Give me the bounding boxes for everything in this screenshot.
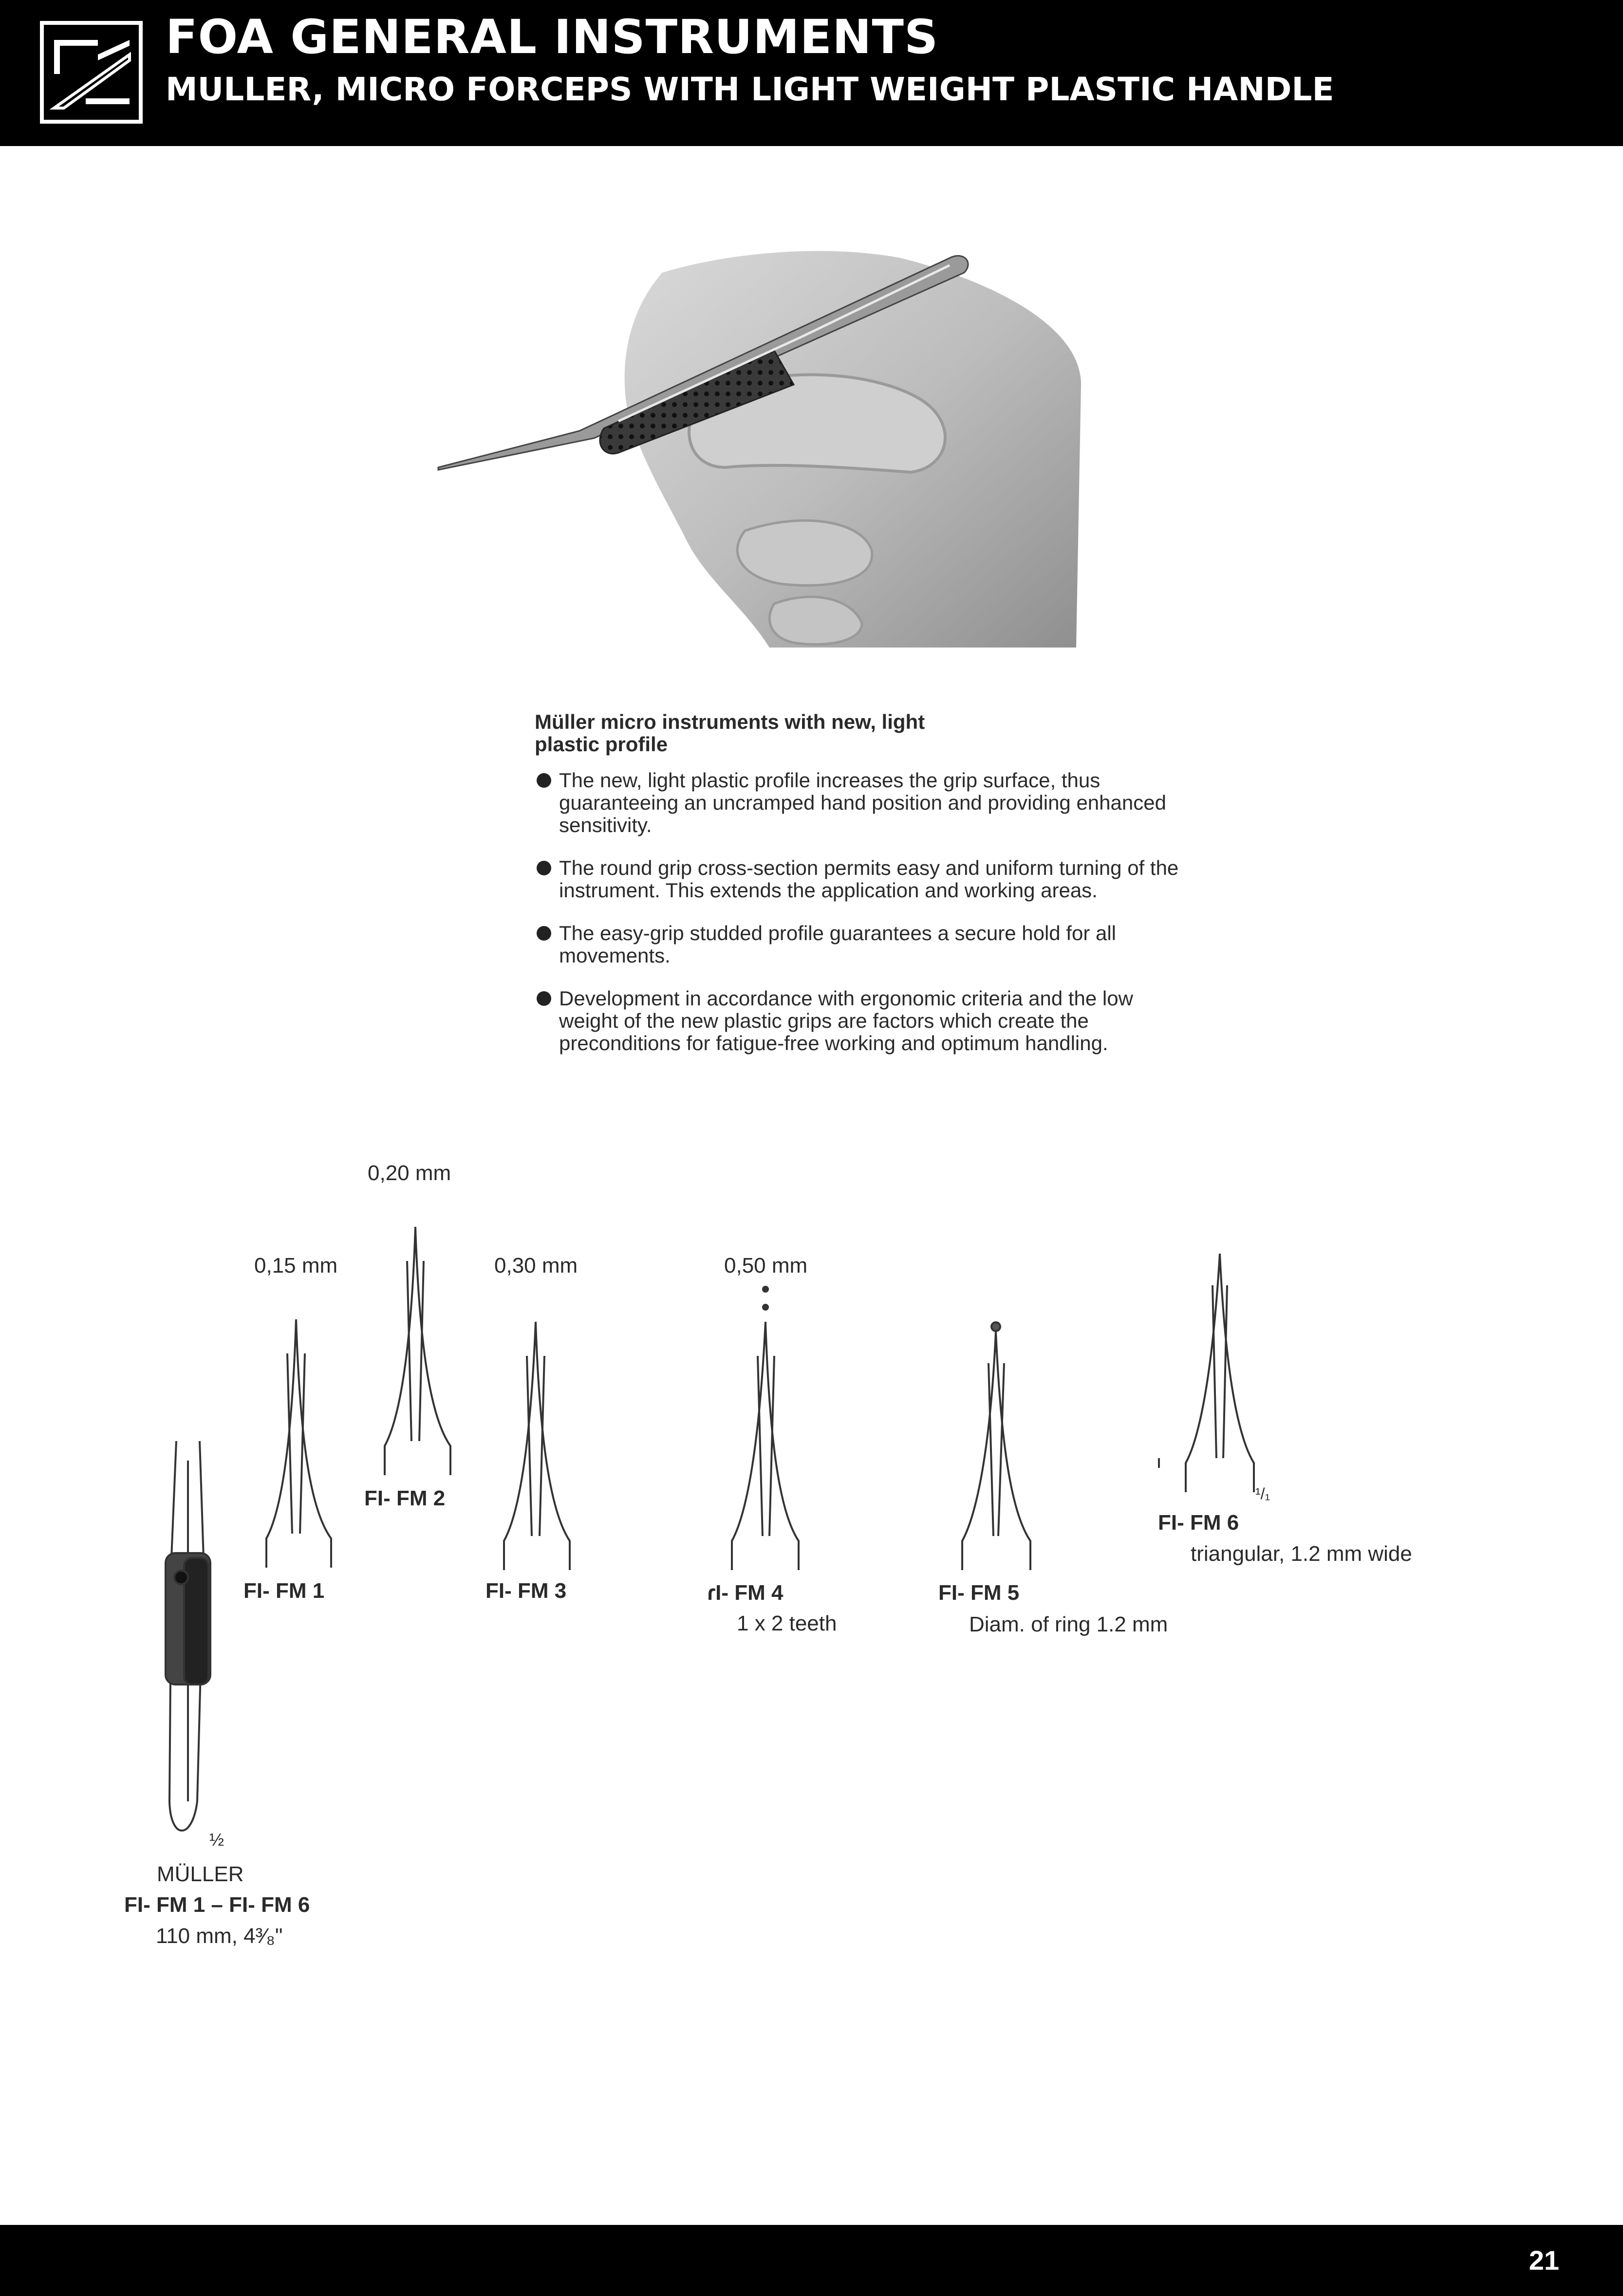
- tip-fm6-drawing: [1159, 1254, 1254, 1492]
- full-forceps-drawing: [166, 1441, 210, 1831]
- tip-fm2-size: 0,20 mm: [368, 1161, 451, 1185]
- bullet-text: The new, light plastic profile increases the grip surface, thus guaranteeing an uncramped hand position and providing enhanced sensitivity.: [559, 769, 1166, 836]
- tip-fm6-code: FI- FM 6: [1158, 1511, 1239, 1535]
- instrument-name: MÜLLER: [157, 1862, 244, 1886]
- instrument-codes: FI- FM 1 – FI- FM 6: [124, 1893, 310, 1917]
- tip-fm2-code: FI- FM 2: [364, 1486, 446, 1510]
- bullet-text: The easy-grip studded profile guarantees a secure hold for all movements.: [559, 922, 1117, 967]
- intro-title: Müller micro instruments with new, light plastic profile: [535, 710, 925, 756]
- tip-fm4-code: ɾI- FM 4: [707, 1581, 784, 1605]
- bullet-text: The round grip cross-section permits easy and uniform turning of the instrument. This extends the application and working areas.: [559, 856, 1179, 902]
- page-number: 21: [1529, 2245, 1559, 2276]
- tip-fm4-size: 0,50 mm: [724, 1254, 808, 1278]
- tip-fm5-code: FI- FM 5: [938, 1581, 1020, 1605]
- tip-fm6-note: triangular, 1.2 mm wide: [1191, 1542, 1412, 1566]
- tip-fm4-note: 1 x 2 teeth: [737, 1611, 837, 1635]
- page-title: FOA GENERAL INSTRUMENTS: [166, 10, 939, 64]
- tip-fm2-drawing: [385, 1227, 450, 1475]
- footer-bar: [0, 2225, 1623, 2296]
- bullet-text: Development in accordance with ergonomic criteria and the low weight of the new plastic grips are factors which create the preconditions for fatigue-free working and optimum handling.: [559, 987, 1133, 1055]
- tip-fm1-code: FI- FM 1: [243, 1579, 325, 1603]
- tip-fm4-drawing: [732, 1287, 799, 1570]
- instrument-size: 110 mm, 4³⁄₈": [156, 1924, 283, 1948]
- page-subtitle: MULLER, MICRO FORCEPS WITH LIGHT WEIGHT PLASTIC HANDLE: [166, 71, 1334, 108]
- tip-fm3-code: FI- FM 3: [485, 1579, 567, 1603]
- tip-fm1-drawing: [266, 1319, 331, 1568]
- tip-fm3-drawing: [504, 1322, 570, 1570]
- tip-fm5-drawing: [962, 1322, 1030, 1570]
- instrument-scale: ½: [209, 1830, 224, 1850]
- tip-fm1-size: 0,15 mm: [254, 1254, 338, 1278]
- tip-fm6-scale: ¹/₁: [1255, 1485, 1270, 1502]
- tip-fm5-note: Diam. of ring 1.2 mm: [969, 1612, 1168, 1636]
- tip-fm3-size: 0,30 mm: [494, 1254, 578, 1278]
